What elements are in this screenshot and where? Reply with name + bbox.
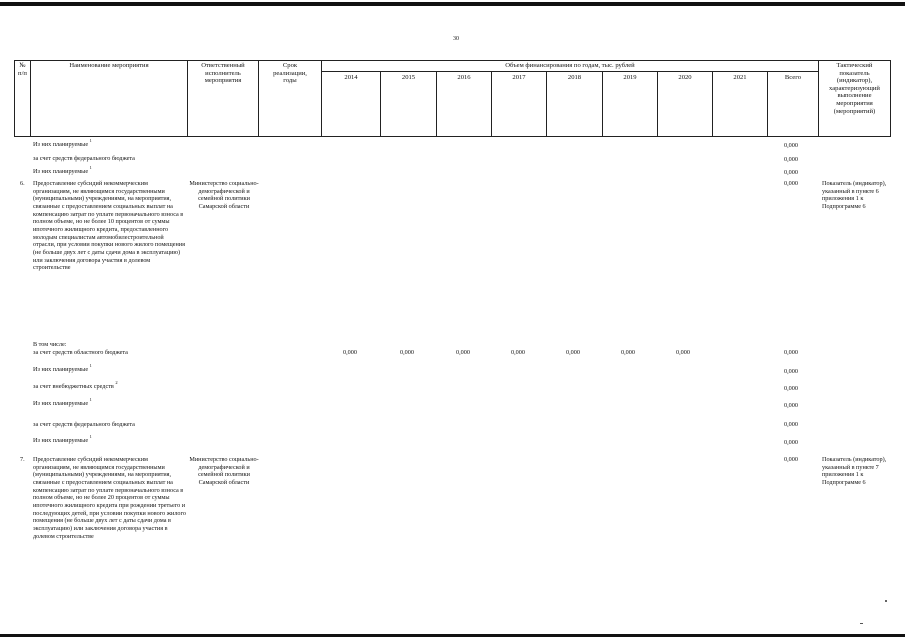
row-total: 0,000 [784, 421, 798, 428]
header-name: Наименование мероприятия [69, 62, 149, 69]
row-label: Из них планируемые $^1$ [33, 363, 92, 373]
bottom-scan-border [0, 634, 905, 637]
item-number: 6. [20, 180, 25, 187]
item-indicator: Показатель (индикатор), указанный в пункте 6 приложения 1 к Подпрограмме 6 [822, 180, 887, 210]
row-label: за счет средств федерального бюджета [33, 155, 135, 162]
item-total: 0,000 [784, 180, 798, 187]
year-value: 0,000 [343, 349, 357, 356]
year-value: 0,000 [400, 349, 414, 356]
item-total: 0,000 [784, 456, 798, 463]
scan-speck [860, 623, 863, 624]
row-label: за счет средств областного бюджета [33, 349, 128, 356]
page-number: 30 [453, 36, 459, 42]
item-responsible: Министерство социально-демографической и семейной политики Самарской области [189, 456, 259, 486]
header-year: 2016 [457, 74, 471, 81]
header-year: 2015 [401, 74, 416, 81]
including-label: В том числе: [33, 341, 67, 348]
item-indicator: Показатель (индикатор), указанный в пункте 7 приложения 1 к Подпрограмме 6 [822, 456, 887, 486]
header-year: 2017 [512, 74, 526, 81]
top-scan-border [0, 2, 905, 6]
header-responsible: Ответственный исполнитель мероприятия [201, 62, 245, 85]
header-num: № п/п [18, 62, 27, 77]
row-label: Из них планируемые $^1$ [33, 397, 92, 407]
row-total: 0,000 [784, 142, 798, 149]
row-label: за счет средств федерального бюджета [33, 421, 135, 428]
header-year: 2014 [344, 74, 358, 81]
header-total: Всего [784, 74, 802, 81]
year-value: 0,000 [676, 349, 690, 356]
item-number: 7. [20, 456, 25, 463]
item-responsible: Министерство социально-демографической и семейной политики Самарской области [189, 180, 259, 210]
row-total: 0,000 [784, 368, 798, 375]
row-label: Из них планируемые $^1$ [33, 434, 92, 444]
row-total: 0,000 [784, 439, 798, 446]
item-name: Предоставление субсидий некоммерческим организациям, не являющимся государственными (муниципальными) учреждениями, на мероприятия, связанные с предоставлением социальных выплат на компенсацию затрат по уплате первоначального взноса в полном объеме, но не более 10 процентов от суммы ипотечного жилищного кредита, предоставленного молодым специалистам автомобилестроительной отрасли, при условии покупки нового жилого помещения (не больше двух лет с даты сдачи дома в эксплуатацию) или заключения договора участия в долевом строительстве [33, 180, 185, 272]
header-term: Срок реализации, годы [273, 62, 307, 85]
row-total: 0,000 [784, 385, 798, 392]
year-value: 0,000 [456, 349, 470, 356]
header-year: 2020 [678, 74, 692, 81]
header-year: 2019 [623, 74, 637, 81]
scan-speck [885, 600, 887, 602]
year-value: 0,000 [621, 349, 635, 356]
header-year: 2021 [733, 74, 747, 81]
item-name: Предоставление субсидий некоммерческим организациям, не являющимся государственными (муниципальными) учреждениями, на мероприятия, связанные с предоставлением социальных выплат на компенсацию затрат по уплате первоначального взноса в полном объеме, но не более 20 процентов от суммы ипотечного жилищного кредита при рождении третьего и последующих детей, при условии покупки нового жилого помещения (не больше двух лет с даты сдачи дома в эксплуатацию) или заключения договора участия в долевом строительстве [33, 456, 187, 540]
year-value: 0,000 [566, 349, 580, 356]
row-label: Из них планируемые $^1$ [33, 138, 92, 148]
row-total: 0,000 [784, 402, 798, 409]
header-finance: Объем финансирования по годам, тыс. рублей [505, 62, 635, 69]
row-label: за счет внебюджетных средств $^2$ [33, 380, 118, 390]
header-indicator: Тактический показатель (индикатор), характеризующий выполнение мероприятия (мероприятий) [829, 62, 880, 115]
row-total: 0,000 [784, 349, 798, 356]
row-label: Из них планируемые $^1$ [33, 165, 92, 175]
row-total: 0,000 [784, 156, 798, 163]
header-year: 2018 [567, 74, 582, 81]
row-total: 0,000 [784, 169, 798, 176]
year-value: 0,000 [511, 349, 525, 356]
